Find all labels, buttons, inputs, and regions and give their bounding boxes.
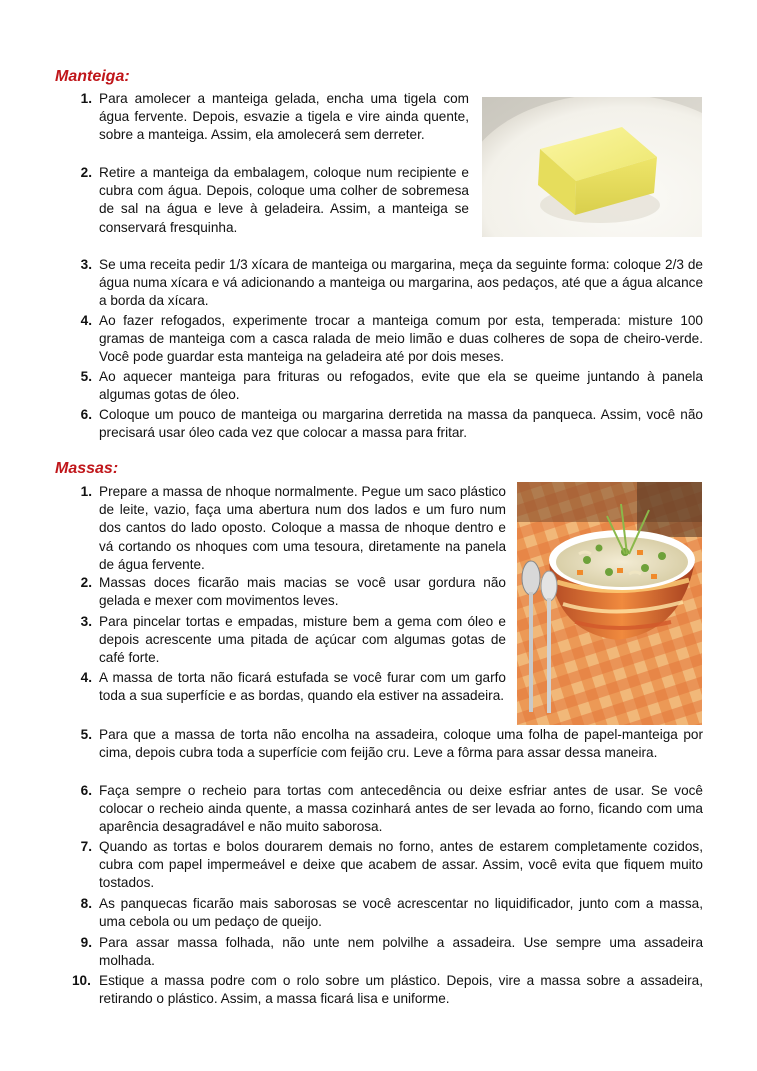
item-number: 1. (80, 91, 92, 106)
item-text: Ao fazer refogados, experimente trocar a manteiga comum por esta, temperada: misture 100 gramas de manteiga com a casca ralada de meio limão e duas colheres de sopa de cheiro-verde. Você pode guardar esta manteiga na geladeira até por dois meses. (99, 313, 703, 365)
item-text: Estique a massa podre com o rolo sobre um plástico. Depois, vire a massa sobre a assadeira, retirando o plástico. Assim, a massa ficará lisa e uniforme. (99, 973, 703, 1007)
item-text: Retire a manteiga da embalagem, coloque num recipiente e cubra com água. Depois, coloque uma colher de sobremesa de sal na água e leve à geladeira. Assim, a manteiga se conservará fresquinha. (99, 165, 469, 235)
item-number: 5. (80, 727, 92, 742)
item-text: Massas doces ficarão mais macias se você usar gordura não gelada e mexer com movimentos leves. (99, 575, 506, 609)
item-text: As panquecas ficarão mais saborosas se você acrescentar no liquidificador, junto com a massa, uma cebola ou um pedaço de queijo. (99, 896, 703, 930)
item-number: 3. (80, 257, 92, 272)
item-text: Se uma receita pedir 1/3 xícara de manteiga ou margarina, meça da seguinte forma: coloque 2/3 de água numa xícara e vá adicionando a manteiga ou margarina, aos pedaços, até que a água alcance a borda da xícara. (99, 257, 703, 309)
item-number: 10. (72, 973, 91, 988)
item-number: 1. (80, 484, 92, 499)
pasta-soup-photo (517, 482, 702, 725)
item-text: Faça sempre o recheio para tortas com antecedência ou deixe esfriar antes de usar. Se você colocar o recheio ainda quente, a massa cozinhará antes de ser levada ao forno, ficando com uma aparência desagradável e não muito saborosa. (99, 783, 703, 835)
item-number: 8. (80, 896, 92, 911)
item-number: 9. (80, 935, 92, 950)
butter-illustration (482, 97, 702, 237)
item-text: Ao aquecer manteiga para frituras ou refogados, evite que ela se queime juntando à panela algumas gotas de óleo. (99, 369, 703, 403)
item-text: A massa de torta não ficará estufada se você furar com um garfo toda a sua superfície e as bordas, quando ela estiver na assadeira. (99, 670, 506, 704)
item-text: Coloque um pouco de manteiga ou margarina derretida na massa da panqueca. Assim, você não precisará usar óleo cada vez que colocar a massa para fritar. (99, 407, 703, 441)
item-text: Quando as tortas e bolos dourarem demais no forno, antes de estarem completamente cozidos, cubra com papel impermeável e deixe que acabem de assar. Assim, você evita que fiquem muito tostados. (99, 839, 703, 891)
item-text: Prepare a massa de nhoque normalmente. Pegue um saco plástico de leite, vazio, faça uma abertura num dos lados e um furo num dos cantos do lado oposto. Coloque a massa de nhoque dentro e vá cortando os nhoques com uma tesoura, diretamente na panela de água fervente. (99, 484, 506, 572)
item-text: Para assar massa folhada, não unte nem polvilhe a assadeira. Use sempre uma assadeira molhada. (99, 935, 703, 969)
item-text: Para pincelar tortas e empadas, misture bem a gema com óleo e depois acrescente uma pitada de açúcar com algumas gotas de café forte. (99, 614, 506, 666)
item-number: 5. (80, 369, 92, 384)
item-number: 4. (80, 670, 92, 685)
item-number: 2. (80, 575, 92, 590)
item-number: 6. (80, 407, 92, 422)
item-number: 6. (80, 783, 92, 798)
item-number: 3. (80, 614, 92, 629)
section-heading-massas: Massas: (55, 460, 119, 477)
item-text: Para que a massa de torta não encolha na assadeira, coloque uma folha de papel-manteiga por cima, depois cubra toda a superfície com feijão cru. Leve a fôrma para assar dessa maneira. (99, 727, 703, 761)
item-number: 4. (80, 313, 92, 328)
item-number: 7. (80, 839, 92, 854)
soup-bowl-illustration (517, 482, 702, 725)
section-heading-manteiga: Manteiga: (55, 68, 130, 85)
item-number: 2. (80, 165, 92, 180)
butter-photo (482, 97, 702, 237)
item-text: Para amolecer a manteiga gelada, encha uma tigela com água fervente. Depois, esvazie a tigela e vire ainda quente, sobre a manteiga. Assim, ela amolecerá sem derreter. (99, 91, 469, 143)
